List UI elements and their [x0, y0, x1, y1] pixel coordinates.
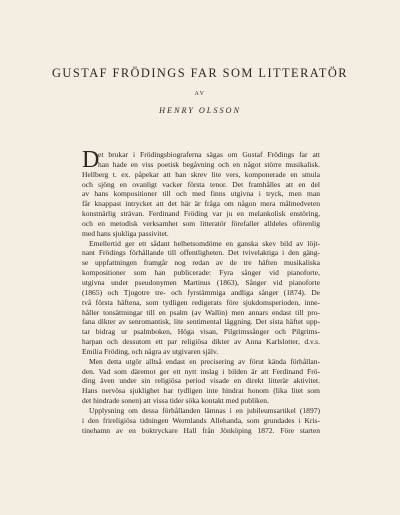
body-line: se uppfattningen framgår nog redan av de tre häften musikaliska: [82, 258, 320, 268]
body-line: Emellertid ger ett sådant helhetsomdöme en ganska skev bild av löjt-: [89, 238, 320, 248]
body-line: och en metodisk verksamhet som litteratör förefaller alldeles oförenlig: [82, 218, 320, 228]
body-line: Emilia Fröding, och några av utgivaren själv.: [82, 346, 219, 356]
body-line: Hans nervösa sjuklighet har tydligen inte hindrat honom (lika litet som: [82, 386, 320, 396]
body-line: två första häftena, som tydligen redigerats före sjukdomsperioden, inne-: [82, 297, 320, 307]
body-line: konstnärlig strävan. Ferdinand Fröding var ju en melankolisk enstöring,: [82, 209, 320, 219]
body-line: och sjöng en ovanligt vacker första tenor. Det framhålles att en del: [82, 179, 320, 189]
author-name: HENRY OLSSON: [159, 106, 241, 115]
body-line: ding även under sin religiösa period visade en direkt litterär aktivitet.: [82, 376, 320, 386]
article-title: GUSTAF FRÖDINGS FAR SOM LITTERATÖR: [52, 66, 348, 80]
body-line: utgivna under pseudonymen Martinus (1863), Sånger vid pianoforte: [82, 277, 320, 287]
body-line: det hindrade sonen) att vissa tider söka kontakt med publiken.: [82, 396, 269, 406]
body-line: håller tonsättningar till en psalm (av Wallin) men annars endast till pro-: [82, 307, 320, 317]
body-line: med hans sjukliga passivitet.: [82, 228, 169, 238]
body-line: i den frireligiösa tidningen Wermlands Allehanda, som grundades i Kris-: [82, 415, 320, 425]
body-line: tinehamn av en boktryckare Hall från Jönköping 1872. Före starten: [82, 425, 320, 435]
body-line: får knappast intrycket att det här är fråga om någon mera målmedveten: [82, 199, 320, 209]
body-line: kompositioner som han publicerade: Fyra sånger vid pianoforte,: [82, 268, 320, 278]
body-line: han hade en viss poetisk begåvning och en något större musikalisk.: [98, 159, 320, 169]
body-line: Upplysning om dessa förhållanden lämnas i en jubileumsartikel (1897): [89, 405, 320, 415]
body-line: (1865) och Tjugotre tre- och fyrstämmiga andliga sånger (1874). De: [82, 287, 320, 297]
body-line: et brukar i Frödingsbiograferna sägas om Gustaf Frödings far att: [98, 150, 320, 159]
body-line: fana dikter av senromantisk, lite sentimental läggning. Det sista häftet upp-: [82, 317, 320, 327]
body-line: harpan och dessutom ett par religiösa dikter av Anna Karlslotter, d.v.s.: [82, 337, 320, 347]
drop-cap: D: [82, 147, 100, 173]
body-line: tar bidrag ur psalmboken, Höga visan, Pilgrimssånger och Pilgrims-: [82, 327, 320, 337]
body-line: nant Frödings förhållande till offentligheten. Det tvivelaktiga i den gäng-: [82, 248, 320, 258]
body-line: den. Vad som däremot ger ett nytt inslag i bilden är att Ferdinand Frö-: [82, 366, 320, 376]
byline-prefix: AV: [194, 91, 206, 97]
body-line: av hans kompositioner till och med finns utgivna i tryck, men man: [82, 189, 320, 199]
body-line: Men detta utgör alltså endast en precisering av förut kända förhållan-: [89, 356, 320, 366]
article-body: [82, 147, 320, 435]
body-line: Hellberg t. ex. påpekar att han skrev lite vers, komponerade en smula: [82, 169, 320, 179]
